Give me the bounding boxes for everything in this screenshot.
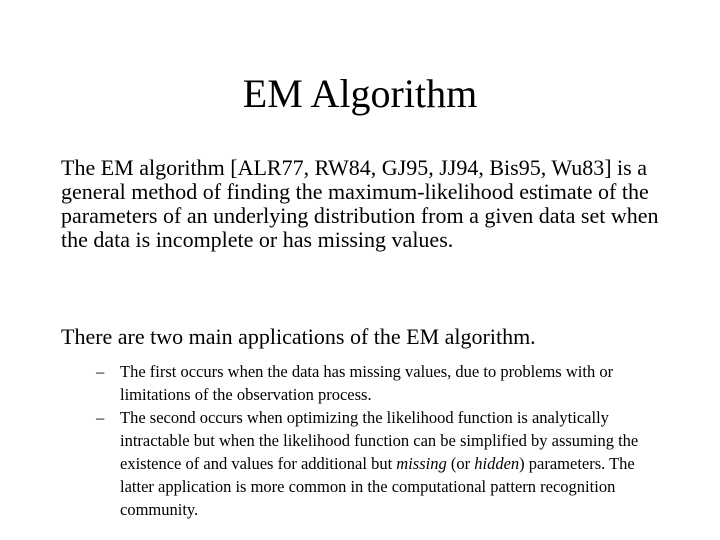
- applications-list: [96, 360, 661, 521]
- list-item: [96, 406, 661, 521]
- list-item-text: The first occurs when the data has missing values, due to problems with or limitations of the observation process.: [120, 362, 614, 404]
- list-item: [96, 360, 661, 406]
- dash-icon: –: [96, 408, 105, 427]
- applications-paragraph: There are two main applications of the EM algorithm.: [61, 324, 536, 349]
- bullet-2-text-part-1: The second occurs when optimizing the likelihood function is analytically intractable but when the likelihood function can be simplified by assuming the existence of and values for additional but: [120, 408, 639, 473]
- bullet-2-text-part-3: ) parameters. The latter application is more common in the computational pattern recognition community.: [120, 454, 635, 519]
- dash-icon: –: [96, 362, 105, 381]
- slide-title: EM Algorithm: [242, 71, 478, 116]
- hidden-term: hidden: [474, 454, 520, 473]
- bullet-2-text-part-2: (or: [446, 454, 475, 473]
- list-item-text: [120, 408, 638, 519]
- missing-term: missing: [396, 454, 447, 473]
- intro-paragraph: The EM algorithm [ALR77, RW84, GJ95, JJ94, Bis95, Wu83] is a general method of finding the maximum-likelihood estimate of the parameters of an underlying distribution from a given data set when the data is incomplete or has missing values.: [61, 155, 659, 252]
